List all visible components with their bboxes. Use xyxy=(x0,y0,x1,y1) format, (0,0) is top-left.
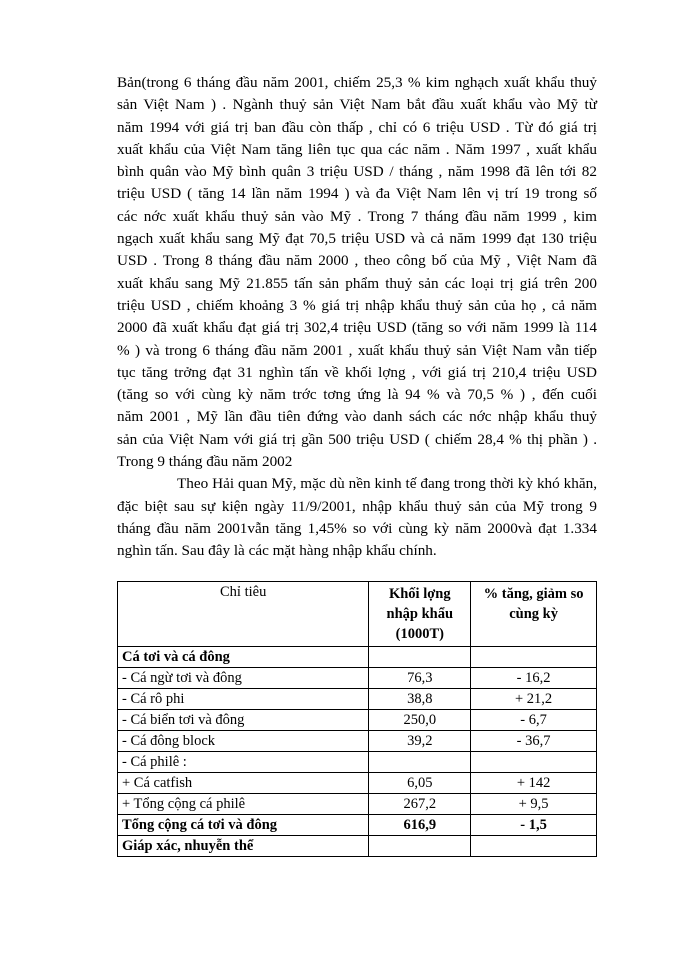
header-indicator: Chỉ tiêu xyxy=(118,582,369,647)
table-row xyxy=(118,668,597,689)
text-line: (tăng so với cùng kỳ năm trớc tơng ứng là 94 % và 70,5 % ) , đến cuối xyxy=(117,386,597,404)
text-line: tục tăng trởng đạt 31 nghìn tấn về khối lợng , với giá trị 210,4 triệu USD xyxy=(117,363,597,381)
table-row xyxy=(118,689,597,710)
text-line: triệu USD ( tăng 14 lần năm 1994 ) và đa Việt Nam lên vị trí 19 trong số xyxy=(117,185,597,203)
table-header-row xyxy=(118,582,597,647)
table-row xyxy=(118,752,597,773)
row-change: - 1,5 xyxy=(471,815,597,836)
text-line: năm 1994 với giá trị ban đầu còn thấp , chỉ có 6 triệu USD . Từ đó giá trị xyxy=(117,118,597,136)
header-volume-line: (1000T) xyxy=(395,626,444,642)
row-change xyxy=(471,836,597,857)
text-line: đặc biệt sau sự kiện ngày 11/9/2001, nhập khẩu thuỷ sản của Mỹ trong 9 xyxy=(117,497,597,515)
row-volume xyxy=(369,647,471,668)
header-change xyxy=(471,582,597,647)
text-line: bình quân vào Mỹ bình quân 3 triệu USD / tháng , năm 1998 đã lên tới 82 xyxy=(117,163,597,181)
row-volume: 38,8 xyxy=(369,689,471,710)
table-row xyxy=(118,731,597,752)
table-row xyxy=(118,836,597,857)
text-line: Trong 9 tháng đầu năm 2002 xyxy=(117,453,293,471)
row-change: + 142 xyxy=(471,773,597,794)
import-table xyxy=(117,581,597,857)
header-volume-line: nhập khẩu xyxy=(386,606,454,622)
row-label: - Cá philê : xyxy=(118,752,369,773)
text-line: ngạch xuất khẩu sang Mỹ đạt 70,5 triệu USD và cả năm 1999 đạt 130 triệu xyxy=(117,230,597,248)
row-volume: 267,2 xyxy=(369,794,471,815)
row-label: - Cá biển tơi và đông xyxy=(118,710,369,731)
paragraph-us-customs xyxy=(117,473,597,562)
text-line: xuất khẩu sang Mỹ 21.855 tấn sản phẩm thuỷ sản các loại trị giá trên 200 xyxy=(117,274,597,292)
row-change: + 21,2 xyxy=(471,689,597,710)
row-change xyxy=(471,752,597,773)
row-volume: 39,2 xyxy=(369,731,471,752)
row-change: + 9,5 xyxy=(471,794,597,815)
row-label: Tổng cộng cá tơi và đông xyxy=(118,815,369,836)
paragraph-export-history xyxy=(117,72,597,473)
header-change-line: cùng kỳ xyxy=(509,606,558,622)
row-change: - 36,7 xyxy=(471,731,597,752)
row-label: Giáp xác, nhuyễn thể xyxy=(118,836,369,857)
table-row xyxy=(118,647,597,668)
row-label: - Cá rô phi xyxy=(118,689,369,710)
row-label: - Cá ngừ tơi và đông xyxy=(118,668,369,689)
text-line: Theo Hải quan Mỹ, mặc dù nền kinh tế đang trong thời kỳ khó khăn, xyxy=(177,475,597,493)
header-change-line: % tăng, giảm so xyxy=(483,586,584,602)
row-change xyxy=(471,647,597,668)
text-line: sản Việt Nam ) . Ngành thuỷ sản Việt Nam bắt đầu xuất khẩu vào Mỹ từ xyxy=(117,96,597,114)
text-line: USD . Trong 8 tháng đầu năm 2000 , theo công bố của Mỹ , Việt Nam đã xyxy=(117,252,597,270)
text-line: % ) và trong 6 tháng đầu năm 2001 , xuất khẩu thuỷ sản Việt Nam vẫn tiếp xyxy=(117,341,597,359)
row-label: - Cá đông block xyxy=(118,731,369,752)
row-change: - 16,2 xyxy=(471,668,597,689)
header-volume-line: Khối lợng xyxy=(388,586,451,602)
row-volume xyxy=(369,752,471,773)
row-change: - 6,7 xyxy=(471,710,597,731)
row-label: Cá tơi và cá đông xyxy=(118,647,369,668)
row-label: + Cá catfish xyxy=(118,773,369,794)
text-line: tháng đầu năm 2001vẫn tăng 1,45% so với cùng kỳ năm 2000và đạt 1.334 xyxy=(117,519,597,537)
row-volume: 6,05 xyxy=(369,773,471,794)
table-row xyxy=(118,794,597,815)
text-line: 2000 đã xuất khẩu đạt giá trị 302,4 triệu USD (tăng so với năm 1999 là 114 xyxy=(117,319,597,337)
document-body xyxy=(117,72,597,563)
text-line: xuất khẩu của Việt Nam tăng liên tục qua các năm . Năm 1997 , xuất khẩu xyxy=(117,140,597,158)
table-row xyxy=(118,773,597,794)
text-line: năm 2001 , Mỹ lần đầu tiên đứng vào danh sách các nớc nhập khẩu thuỷ xyxy=(117,408,597,426)
row-label: + Tổng cộng cá philê xyxy=(118,794,369,815)
header-volume xyxy=(369,582,471,647)
row-volume: 616,9 xyxy=(369,815,471,836)
row-volume xyxy=(369,836,471,857)
text-line: Bản(trong 6 tháng đầu năm 2001, chiếm 25,3 % kim nghạch xuất khẩu thuỷ xyxy=(117,74,597,91)
text-line: nghìn tấn. Sau đây là các mặt hàng nhập khẩu chính. xyxy=(117,542,437,560)
table-row xyxy=(118,815,597,836)
row-volume: 250,0 xyxy=(369,710,471,731)
row-volume: 76,3 xyxy=(369,668,471,689)
table-row xyxy=(118,710,597,731)
text-line: triệu USD , chiếm khoảng 3 % giá trị nhập khẩu thuỷ sản của họ , cả năm xyxy=(117,296,597,314)
text-line: sản của Việt Nam với giá trị gần 500 triệu USD ( chiếm 28,4 % thị phần ) . xyxy=(117,430,597,448)
text-line: các nớc xuất khẩu thuỷ sản vào Mỹ . Trong 7 tháng đầu năm 1999 , kim xyxy=(117,207,597,225)
